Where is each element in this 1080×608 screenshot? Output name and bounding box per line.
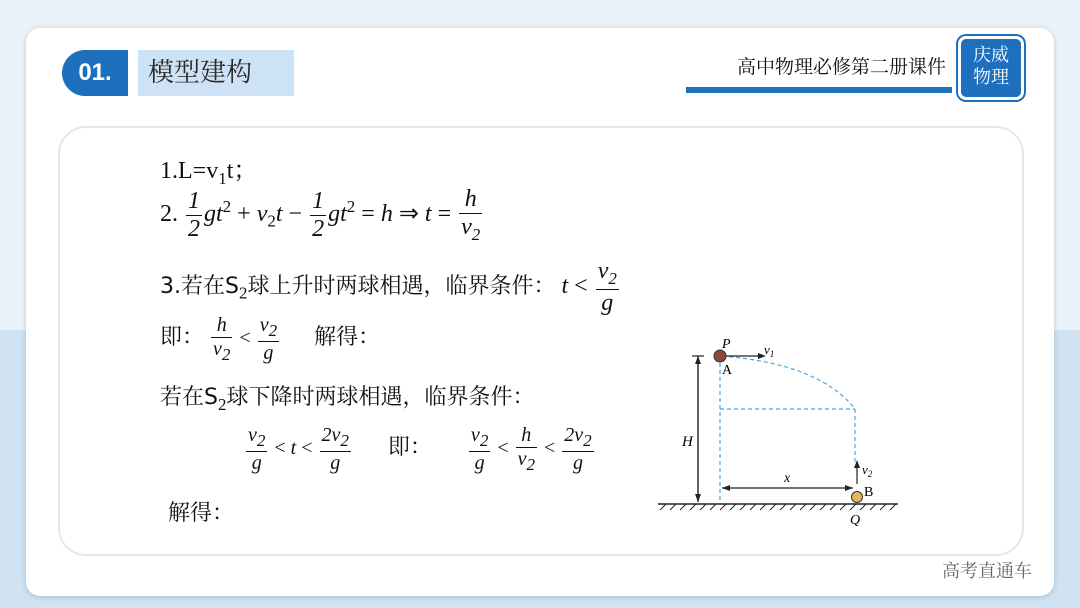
line4-solve: 解得： (314, 325, 381, 351)
formula-line-5 (160, 380, 534, 415)
formula-line-2: 2. $\frac{1}{2}$ $gt^2 + v_2t$ − $\frac{1}{2}$ $gt^2 = h$ ⇒ t = $\frac{h}{v_2}$ (160, 186, 481, 244)
line2-prefix: 2. (160, 200, 178, 227)
formula-line-6: $\frac{v_2}{g}$ < t < $\frac{2v_2}{g}$ 即： $\frac{v_2}{g}$ < $\frac{h}{v_2}$ < $\frac{2v_2}{g}$ (248, 424, 592, 474)
ground-hatching (660, 504, 896, 510)
watermark: 高考直通车 (942, 561, 1032, 582)
line1-tail: t； (226, 158, 258, 184)
line1-sub: 1 (218, 168, 227, 188)
label-B: B (864, 485, 874, 500)
line4-label: 即： (160, 325, 205, 351)
section-number: 01. (62, 50, 128, 96)
line1-prefix: 1. (160, 158, 178, 184)
ball-b (852, 492, 863, 503)
logo-badge (958, 36, 1024, 100)
label-H: H (682, 434, 693, 450)
label-v1: $v_1$ (764, 342, 775, 359)
line5-sub: 2 (217, 394, 227, 414)
fraction-2v2-over-g: $\frac{2v_2}{g}$ (564, 424, 592, 474)
fraction-half: $\frac{1}{2}$ (188, 187, 200, 242)
formula-line-7 (168, 496, 234, 527)
x-arrow-head-right (845, 485, 853, 491)
trajectory-curve (722, 356, 855, 409)
height-arrow-head-top (695, 356, 701, 364)
fraction-v2-over-g: $\frac{v_2}{g}$ (470, 424, 489, 474)
label-P: P (722, 337, 731, 352)
course-underline (686, 87, 952, 93)
projectile-diagram (650, 334, 910, 534)
fraction-h-over-v2: $\frac{h}{v_2}$ (461, 186, 481, 244)
label-v2: $v_2$ (862, 462, 873, 479)
label-A: A (722, 363, 733, 378)
line7-solve: 解得： (168, 501, 235, 526)
x-arrow-head-left (722, 485, 730, 491)
line5-prefix: 若在S (160, 385, 218, 410)
course-title: 高中物理必修第二册课件 (736, 56, 946, 78)
section-title: 模型建构 (138, 50, 294, 96)
logo-line1: 庆威 (973, 45, 1009, 66)
formula-line-1 (160, 150, 257, 189)
fraction-half: $\frac{1}{2}$ (312, 187, 325, 242)
height-arrow-head-bottom (695, 494, 701, 502)
fraction-v2-over-g: $\frac{v_2}{g}$ (597, 258, 617, 316)
formula-line-4: 即： $\frac{h}{v_2}$ < $\frac{v_2}{g}$ 解得： (160, 314, 381, 364)
fraction-h-over-v2: $\frac{h}{v_2}$ (213, 314, 231, 364)
label-x: x (784, 471, 791, 486)
formula-line-3: 3.若在$S_2$球上升时两球相遇，临界条件： t < $\frac{v_2}{g}$ (160, 258, 617, 316)
fraction-2v2-over-g: $\frac{2v_2}{g}$ (321, 424, 349, 474)
line1-text: L=v (178, 158, 219, 184)
line6-label: 即： (387, 435, 432, 461)
line3-sub: 2 (238, 283, 248, 303)
line3-text: 球上升时两球相遇，临界条件： (247, 273, 556, 299)
fraction-h-over-v2: $\frac{h}{v_2}$ (517, 424, 535, 474)
label-Q: Q (850, 513, 861, 528)
logo-line2: 物理 (973, 67, 1009, 88)
line3-prefix: 3.若在S (160, 273, 239, 299)
fraction-v2-over-g: $\frac{v_2}{g}$ (248, 424, 266, 474)
fraction-v2-over-g: $\frac{v_2}{g}$ (259, 314, 278, 364)
line5-text: 球下降时两球相遇，临界条件： (226, 385, 535, 410)
